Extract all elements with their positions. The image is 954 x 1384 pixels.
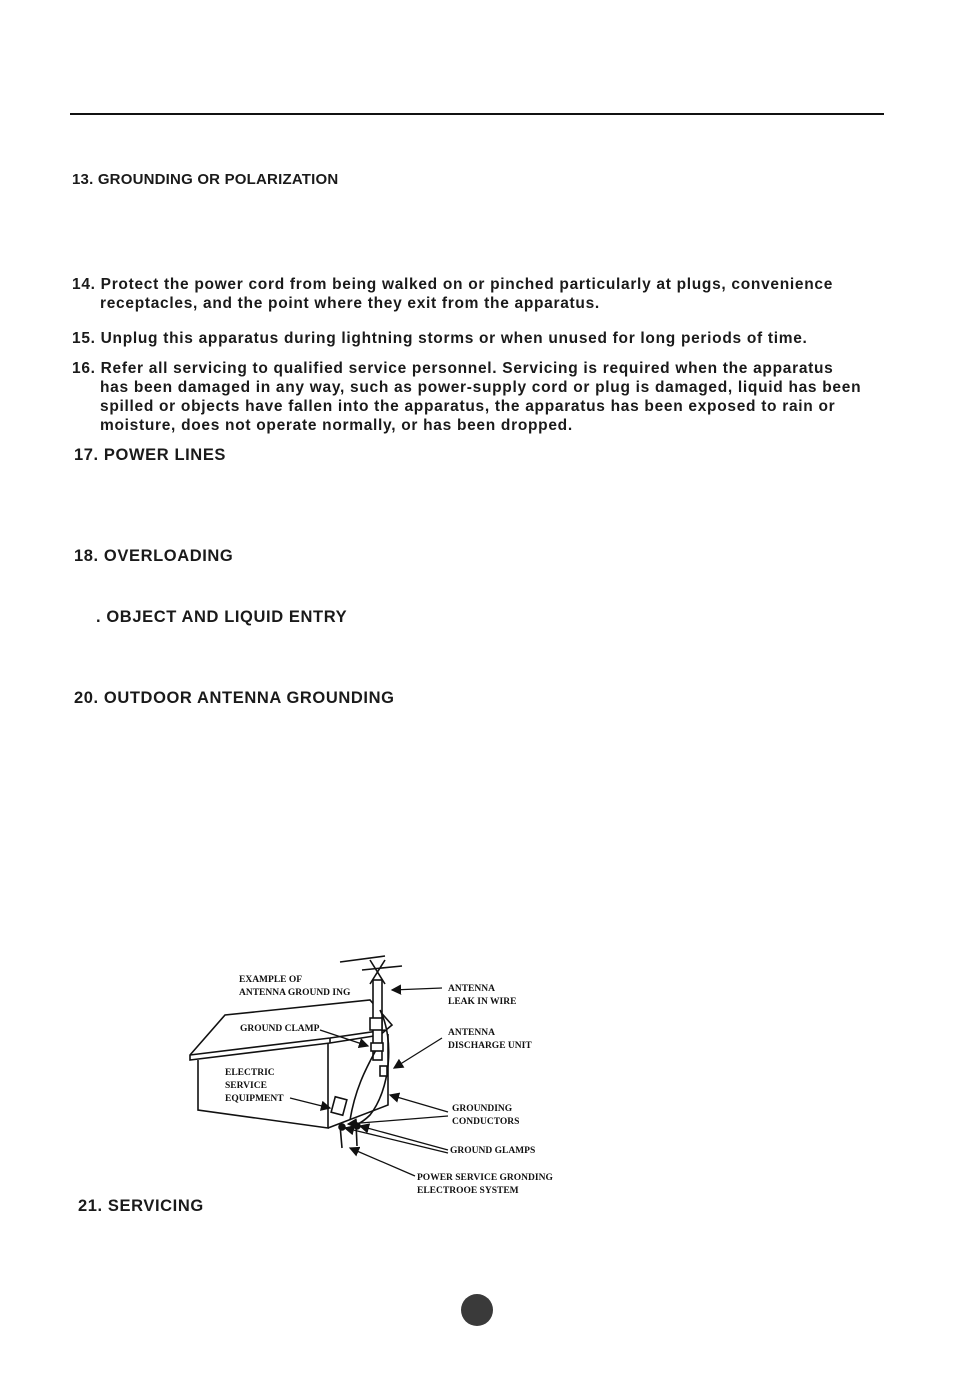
label-grounding: GROUNDING (452, 1104, 513, 1114)
diagram-labels (225, 975, 553, 1196)
section-17-heading: 17. POWER LINES (74, 446, 227, 464)
section-16-line-2: has been damaged in any way, such as power-supply cord or plug is damaged, liquid has been (100, 379, 862, 396)
label-example-2: ANTENNA GROUND ING (239, 988, 351, 998)
antenna-grounding-illustration (180, 950, 560, 1200)
section-14-paragraph (72, 275, 833, 313)
section-14-line-1: 14. Protect the power cord from being walked on or pinched particularly at plugs, convenience (72, 276, 834, 293)
label-electric-2: SERVICE (225, 1081, 267, 1091)
section-13-heading: 13. GROUNDING OR POLARIZATION (72, 171, 339, 188)
label-power-service: POWER SERVICE GRONDING (417, 1173, 553, 1183)
label-example: EXAMPLE OF (239, 975, 303, 985)
antenna-grounding-diagram (180, 950, 560, 1200)
label-antenna: ANTENNA (448, 984, 495, 994)
section-15-paragraph (72, 329, 808, 348)
section-16-paragraph (72, 359, 861, 435)
label-electric: ELECTRIC (225, 1068, 275, 1078)
section-16-line-1: 16. Refer all servicing to qualified service personnel. Servicing is required when the apparatus (72, 360, 834, 377)
label-discharge-2: DISCHARGE UNIT (448, 1041, 532, 1051)
section-18-heading: 18. OVERLOADING (74, 547, 234, 565)
section-16-line-4: moisture, does not operate normally, or has been dropped. (100, 417, 573, 434)
label-ground-clamp: GROUND CLAMP (240, 1024, 320, 1034)
section-20-heading: 20. OUTDOOR ANTENNA GROUNDING (74, 689, 395, 707)
label-grounding-2: CONDUCTORS (452, 1117, 520, 1127)
section-15-line-1: 15. Unplug this apparatus during lightning storms or when unused for long periods of time. (72, 330, 808, 347)
section-16-line-3: spilled or objects have fallen into the apparatus, the apparatus has been exposed to rain or (100, 398, 836, 415)
section-14-line-2: receptacles, and the point where they exit from the apparatus. (100, 295, 600, 312)
page-number-dot (461, 1294, 493, 1326)
label-discharge: ANTENNA (448, 1028, 495, 1038)
label-antenna-2: LEAK IN WIRE (448, 997, 517, 1007)
section-19-heading: . OBJECT AND LIQUID ENTRY (96, 608, 348, 626)
section-21-heading: 21. SERVICING (78, 1197, 204, 1215)
header-rule (70, 113, 884, 115)
label-electric-3: EQUIPMENT (225, 1094, 284, 1104)
label-ground-glamps: GROUND GLAMPS (450, 1146, 536, 1156)
label-power-service-2: ELECTROOE SYSTEM (417, 1186, 519, 1196)
